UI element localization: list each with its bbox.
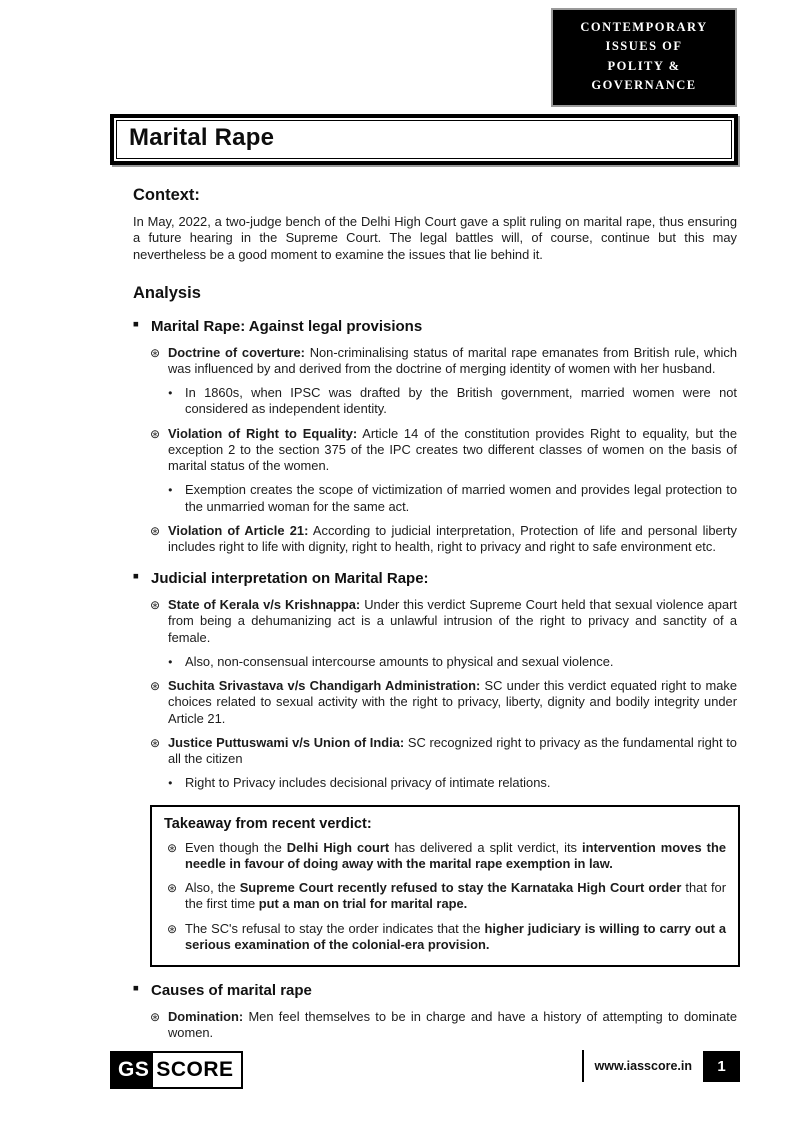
logo-score-text: SCORE [153, 1053, 240, 1087]
dot-bullet-icon: ● [168, 485, 173, 495]
circled-asterisk-bullet-icon: ⊛ [150, 1009, 161, 1024]
list-item-text [168, 1009, 737, 1042]
text-segment: Even though the [185, 839, 287, 855]
section-heading [133, 570, 737, 589]
badge-line-2: ISSUES OF [605, 39, 683, 54]
square-bullet-icon: ■ [133, 318, 139, 330]
list-item-lead: Domination: [168, 1008, 244, 1024]
list-item-text [168, 735, 737, 768]
takeaway-heading: Takeaway from recent verdict: [164, 815, 372, 832]
list-item-body: Under this verdict Supreme Court held that sexual violence apart from being a dehumanizing act is a unlawful intrusion of the right to privacy and sanctity of a female. [168, 597, 737, 645]
context-paragraph: In May, 2022, a two-judge bench of the Delhi High Court gave a split ruling on marital rape, thus ensuring a future hearing in the Supreme Court. The legal battles will, of course, continue but this may nevertheless be a good moment to examine the issues that lie behind it. [133, 214, 737, 262]
context-heading: Context: [133, 186, 200, 204]
bold-segment: higher judiciary is willing to carry out a serious examination of the colonial-era provision. [185, 920, 727, 952]
circled-asterisk-bullet-icon: ⊛ [167, 881, 178, 895]
title-box-inner [116, 120, 732, 159]
dot-bullet-icon: ● [168, 388, 173, 397]
bold-segment: intervention moves the needle in favour of doing away with the marital rape exemption in law. [185, 839, 726, 871]
list-item-text [168, 597, 737, 646]
section-heading-text: Causes of marital rape [151, 982, 312, 999]
takeaway-box [150, 805, 740, 968]
circled-asterisk-bullet-icon: ⊛ [167, 840, 178, 855]
list-item [133, 597, 737, 646]
list-item-text: Right to Privacy includes decisional privacy of intimate relations. [185, 775, 551, 791]
circled-asterisk-bullet-icon: ⊛ [150, 426, 161, 441]
header-badge [551, 8, 737, 107]
list-item [133, 482, 737, 515]
document-content [133, 186, 737, 1041]
text-segment: has delivered a split verdict, its [389, 839, 582, 855]
list-item [133, 654, 737, 670]
list-item-text [168, 678, 737, 727]
list-item [133, 385, 737, 418]
list-item [133, 775, 737, 791]
list-item-text: Also, non-consensual intercourse amounts to physical and sexual violence. [185, 653, 614, 669]
circled-asterisk-bullet-icon: ⊛ [150, 523, 161, 538]
list-item-lead: Suchita Srivastava v/s Chandigarh Administration: [168, 678, 481, 693]
footer-right [582, 1050, 741, 1082]
list-item-text [168, 345, 737, 378]
list-item-body: Non-criminalising status of marital rape emanates from British rule, which was influenced by and derived from the doctrine of merging identity of women with her husband. [168, 344, 737, 376]
section-heading-text: Marital Rape: Against legal provisions [151, 317, 423, 335]
circled-asterisk-bullet-icon: ⊛ [167, 921, 178, 936]
gsscore-logo [110, 1051, 243, 1089]
bold-segment: Delhi High court [286, 839, 390, 855]
list-item-body: Article 14 of the constitution provides Right to equality, but the exception 2 to the section 375 of the IPC creates two different classes of women on the basis of marital status of the women. [168, 425, 738, 473]
square-bullet-icon: ■ [133, 983, 139, 994]
list-item-text [168, 523, 737, 556]
list-item-lead: Doctrine of coverture: [168, 344, 305, 360]
list-item [133, 735, 737, 768]
list-item [133, 345, 737, 378]
takeaway-item-text [185, 880, 726, 913]
website-link[interactable]: www.iasscore.in [594, 1059, 692, 1073]
circled-asterisk-bullet-icon: ⊛ [150, 735, 161, 750]
list-item-lead: Justice Puttuswami v/s Union of India: [168, 734, 405, 750]
section-heading [133, 318, 737, 337]
takeaway-item [164, 840, 726, 873]
list-item [133, 1009, 737, 1042]
circled-asterisk-bullet-icon: ⊛ [150, 679, 161, 693]
badge-line-3: POLITY & GOVERNANCE [591, 58, 697, 93]
list-item-body: Men feel themselves to be in charge and have a history of attempting to dominate women. [168, 1008, 737, 1040]
list-item-body: SC under this verdict equated right to make choices related to sexual activity with the right to privacy, liberty, dignity and bodily integrity under Article 21. [168, 678, 737, 726]
section-heading-text: Judicial interpretation on Marital Rape: [151, 570, 429, 588]
page-number-badge: 1 [703, 1051, 740, 1082]
badge-line-1: CONTEMPORARY [580, 20, 708, 34]
list-item-text [168, 426, 737, 475]
text-segment: The SC's refusal to stay the order indicates that the [185, 920, 485, 936]
list-item-text: In 1860s, when IPSC was drafted by the British government, married women were not considered as independent identity. [185, 385, 737, 417]
list-item-body: According to judicial interpretation, Protection of life and personal liberty includes right to life with dignity, right to health, right to privacy and right to safe environment etc. [168, 522, 738, 554]
bold-segment: Supreme Court recently refused to stay the Karnataka High Court order [239, 880, 682, 895]
list-item-body: SC recognized right to privacy as the fundamental right to all the citizen [168, 734, 737, 766]
list-item-lead: Violation of Article 21: [168, 522, 309, 538]
logo-gs-text: GS [112, 1053, 153, 1087]
title-box [110, 114, 738, 165]
list-item [133, 523, 737, 556]
section-heading [133, 982, 737, 1001]
circled-asterisk-bullet-icon: ⊛ [150, 345, 161, 360]
list-item-text: Exemption creates the scope of victimization of married women and provides legal protection to the unmarried woman for the same act. [185, 482, 737, 514]
analysis-heading: Analysis [133, 283, 201, 302]
text-segment: Also, the [185, 880, 240, 895]
footer-divider [582, 1050, 584, 1082]
takeaway-item-text [185, 921, 726, 954]
circled-asterisk-bullet-icon: ⊛ [150, 598, 161, 612]
dot-bullet-icon: ● [168, 656, 173, 666]
square-bullet-icon: ■ [133, 571, 139, 583]
page-title: Marital Rape [129, 124, 275, 151]
list-item-lead: Violation of Right to Equality: [168, 425, 358, 441]
text-segment: that for the first time [185, 880, 726, 912]
dot-bullet-icon: ● [168, 778, 173, 788]
list-item [133, 678, 737, 727]
takeaway-item-text [185, 840, 726, 873]
takeaway-item [164, 921, 726, 954]
list-item [133, 426, 737, 475]
takeaway-item [164, 880, 726, 913]
bold-segment: put a man on trial for marital rape. [258, 896, 468, 912]
list-item-lead: State of Kerala v/s Krishnappa: [168, 597, 361, 612]
